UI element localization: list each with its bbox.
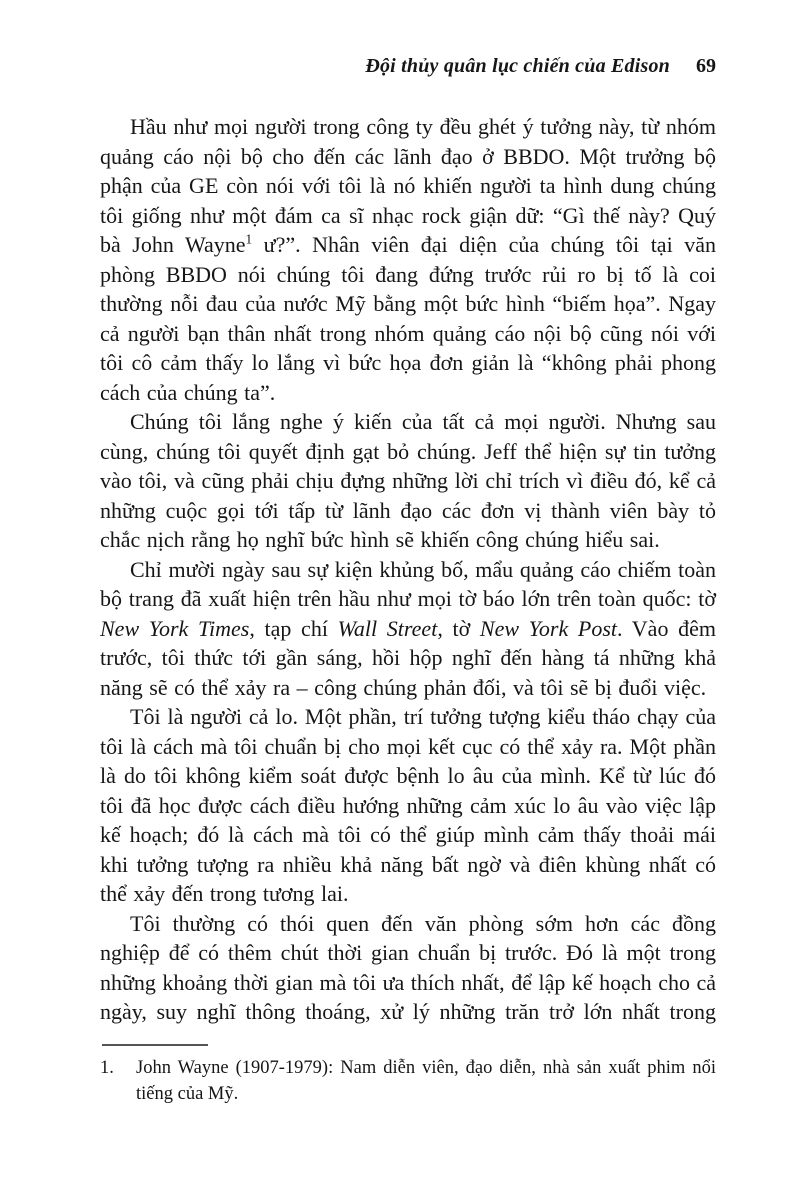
text-run: ư?”. Nhân viên đại diện của chúng tôi tại văn phòng BBDO nói chúng tôi đang đứng trước rủi ro bị tố là coi thường nỗi đau của nước Mỹ bằng một bức hình “biếm họa”. Ngay cả người bạn thân nhất trong nhóm quảng cáo nội bộ cũng nói với tôi cô cảm thấy lo lắng vì bức họa đơn giản là “không phải phong cách của chúng ta”. [100,232,716,405]
text-run: Chúng tôi lắng nghe ý kiến của tất cả mọi người. Nhưng sau cùng, chúng tôi quyết định gạt bỏ chúng. Jeff thể hiện sự tin tưởng vào tôi, và cũng phải chịu đựng những lời chỉ trích vì điều đó, kể cả những cuộc gọi tới tấp từ lãnh đạo các đơn vị thành viên bày tỏ chắc nịch rằng họ nghĩ bức hình sẽ khiến công chúng hiểu sai. [100,409,716,552]
footnote-reference: 1 [245,231,253,247]
text-run: , tạp chí [249,615,338,641]
footnote [100,1056,716,1107]
paragraph-3 [100,555,716,703]
footnote-text: John Wayne (1907-1979): Nam diễn viên, đạo diễn, nhà sản xuất phim nổi tiếng của Mỹ. [136,1058,716,1104]
paragraph-4 [100,702,716,909]
footnote-divider [102,1044,208,1046]
text-run: Chỉ mười ngày sau sự kiện khủng bố, mẩu quảng cáo chiếm toàn bộ trang đã xuất hiện trên hầu như mọi tờ báo lớn trên toàn quốc: tờ [100,556,716,611]
paragraph-1 [100,112,716,407]
body-text [100,112,716,1027]
running-header [100,54,716,78]
text-run: , tờ [437,615,480,641]
publication-name: New York Times [100,615,250,641]
text-run: Tôi là người cả lo. Một phần, trí tưởng tượng kiểu tháo chạy của tôi là cách mà tôi chuẩn bị cho mọi kết cục có thể xảy ra. Một phần là do tôi không kiểm soát được bệnh lo âu của mình. Kể từ lúc đó tôi đã học được cách điều hướng những cảm xúc lo âu vào việc lập kế hoạch; đó là cách mà tôi có thể giúp mình cảm thấy thoải mái khi tưởng tượng ra nhiều khả năng bất ngờ và điên khùng nhất có thể xảy đến trong tương lai. [100,704,716,906]
footnote-area [100,1044,716,1107]
text-run: . Vào đêm trước, tôi thức tới gần sáng, hồi hộp nghĩ đến hàng tá những khả năng sẽ có thể xảy ra – công chúng phản đối, và tôi sẽ bị đuổi việc. [100,615,716,700]
paragraph-2 [100,407,716,555]
paragraph-5 [100,909,716,1027]
publication-name: New York Post [479,615,618,641]
text-run: Hầu như mọi người trong công ty đều ghét ý tưởng này, từ nhóm quảng cáo nội bộ cho đến các lãnh đạo ở BBDO. Một trưởng bộ phận của GE còn nói với tôi là nó khiến người ta hình dung chúng tôi giống như một đám ca sĩ nhạc rock giận dữ: “Gì thế này? Quý bà John Wayne [100,114,716,257]
chapter-title: Đội thủy quân lục chiến của Edison [365,55,670,77]
page-number: 69 [696,55,716,77]
publication-name: Wall Street [337,615,438,641]
text-run: Tôi thường có thói quen đến văn phòng sớm hơn các đồng nghiệp để có thêm chút thời gian chuẩn bị trước. Đó là một trong những khoảng thời gian mà tôi ưa thích nhất, để lập kế hoạch cho cả ngày, suy nghĩ thông thoáng, xử lý những trăn trở lớn nhất trong [100,910,716,1024]
footnote-marker: 1. [100,1058,114,1078]
